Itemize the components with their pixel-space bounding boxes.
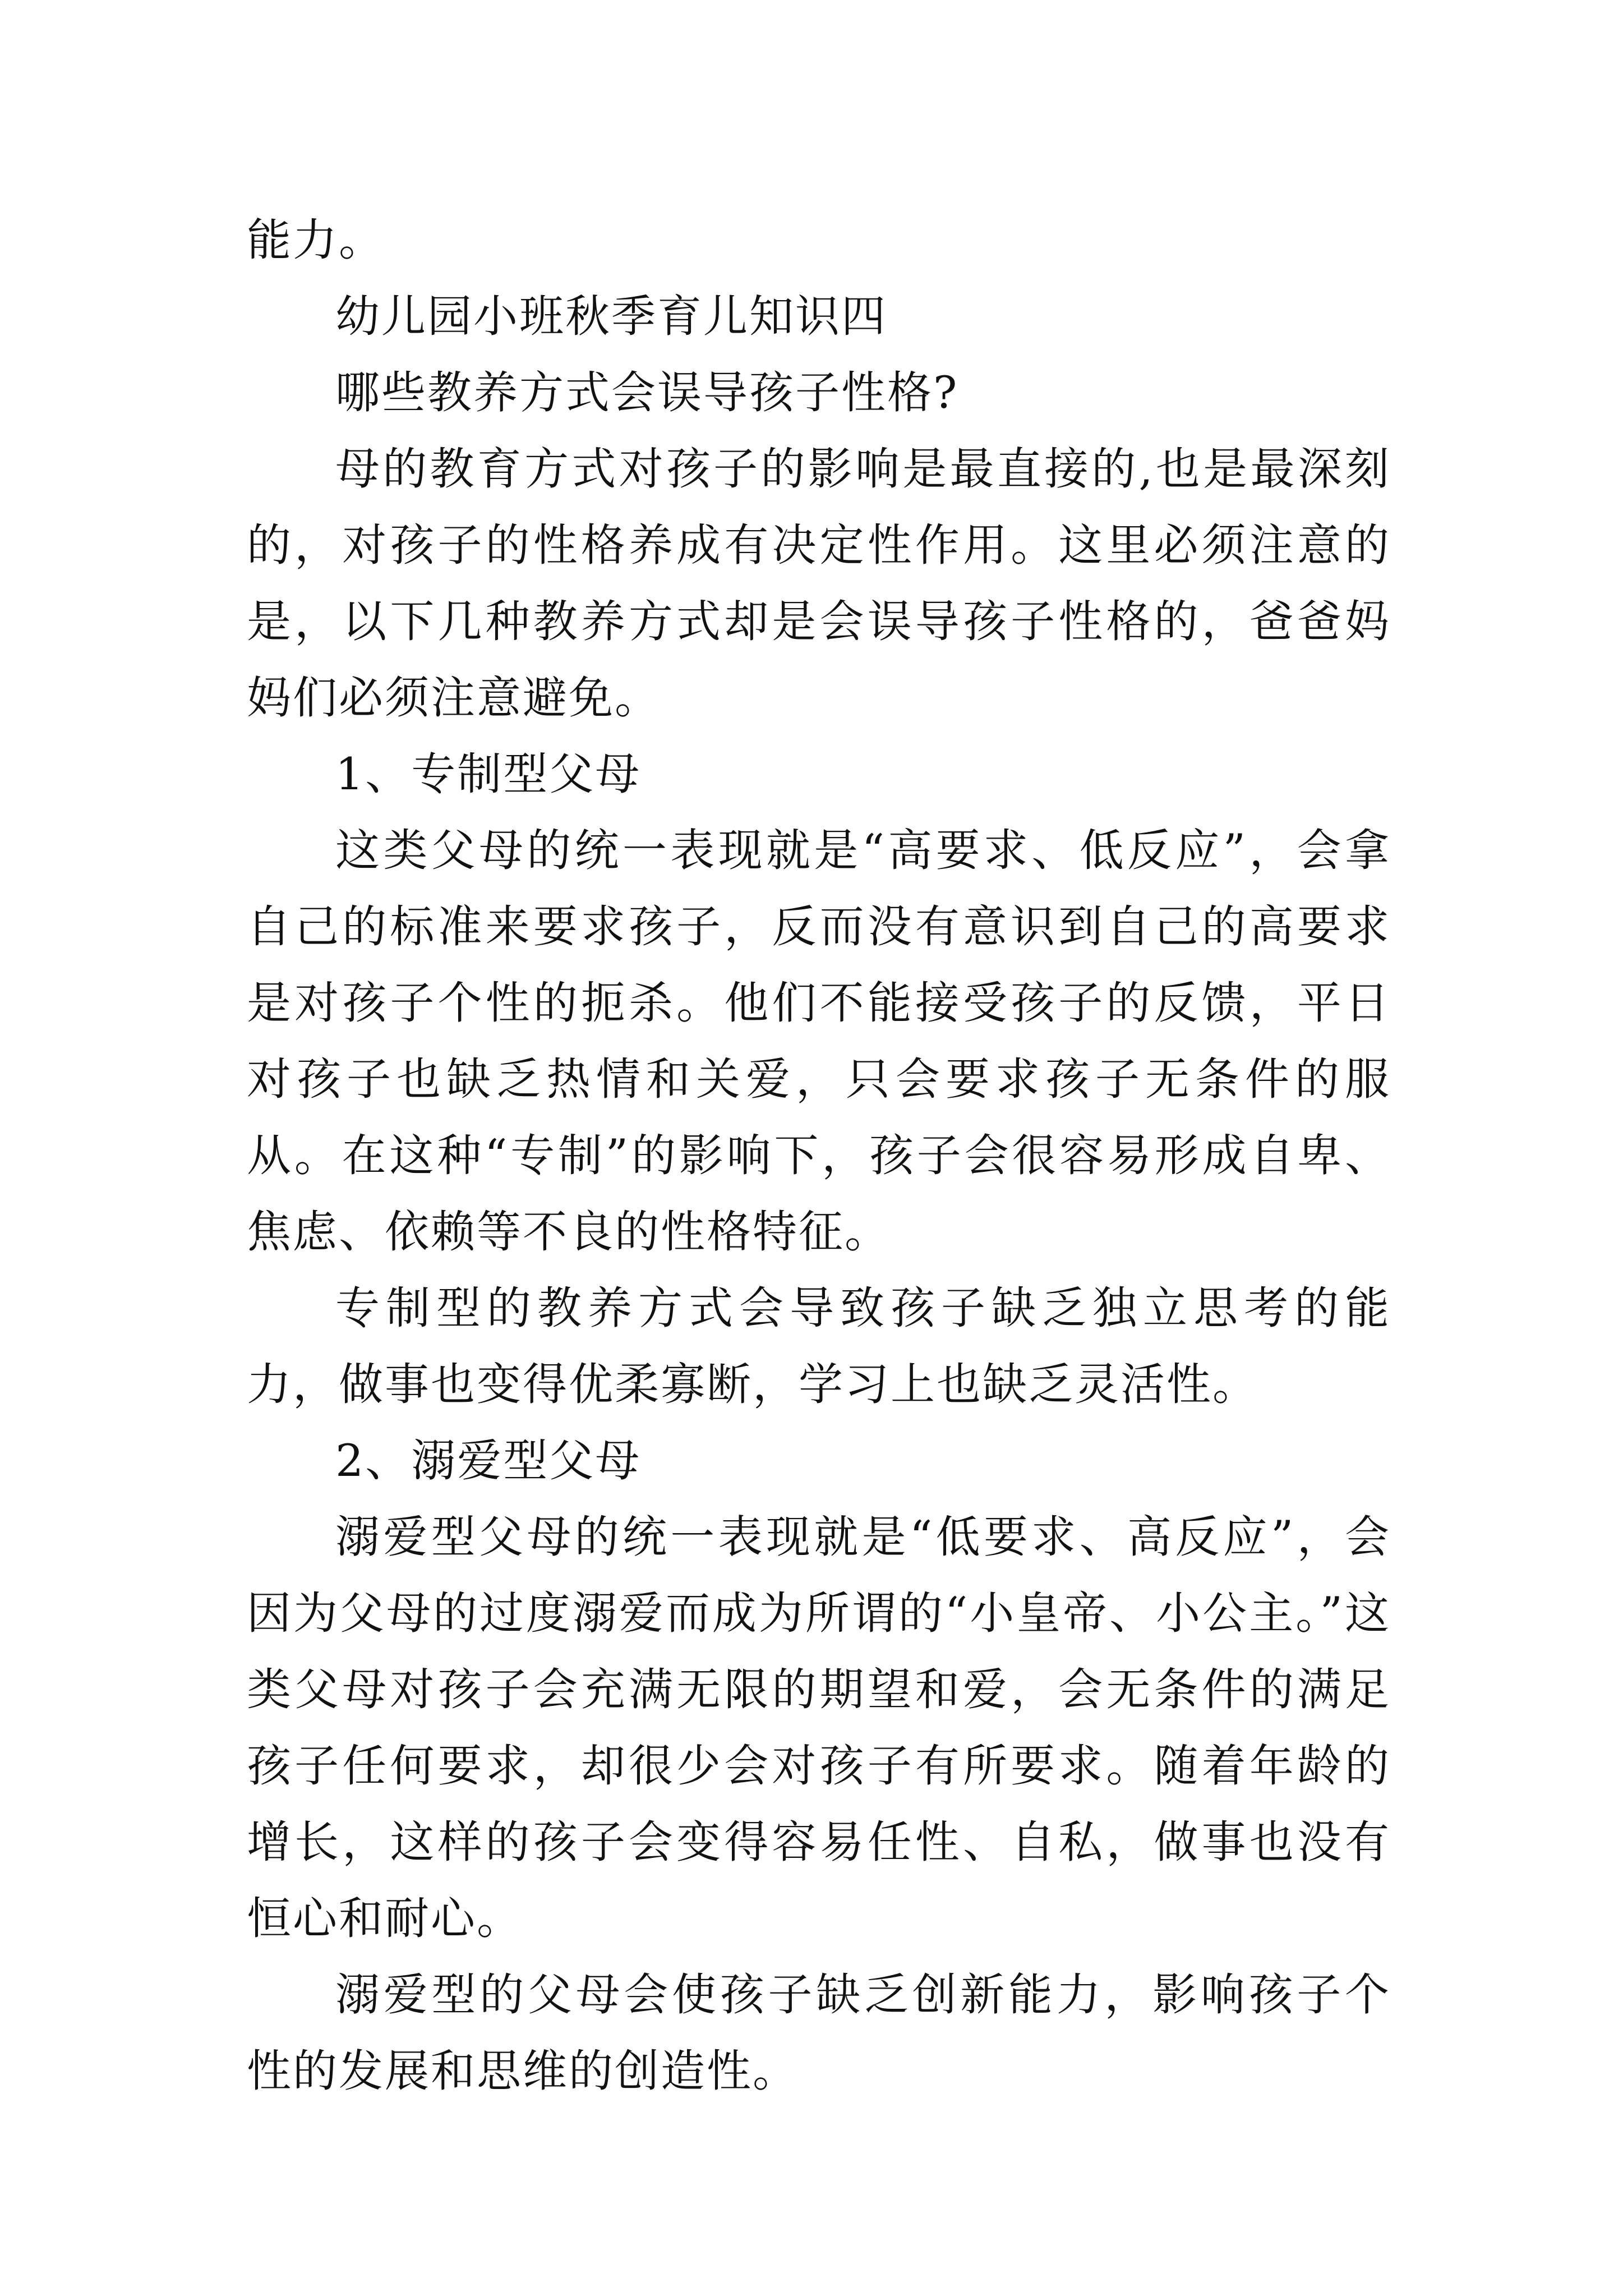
paragraph-authoritarian-effects: 专制型的教养方式会导致孩子缺乏独立思考的能力，做事也变得优柔寡断，学习上也缺乏灵活性。: [247, 1282, 1391, 1410]
paragraph-indulgent-effects: 溺爱型的父母会使孩子缺乏创新能力，影响孩子个性的发展和思维的创造性。: [247, 1969, 1391, 2097]
paragraph-indulgent-description: 溺爱型父母的统一表现就是“低要求、高反应”，会因为父母的过度溺爱而成为所谓的“小皇帝、小公主。”这类父母对孩子会充满无限的期望和爱，会无条件的满足孩子任何要求，却很少会对孩子有所要求。随着年龄的增长，这样的孩子会变得容易任性、自私，做事也没有恒心和耐心。: [247, 1511, 1391, 1944]
paragraph-authoritarian-description: 这类父母的统一表现就是“高要求、低反应”，会拿自己的标准来要求孩子，反而没有意识到自己的高要求是对孩子个性的扼杀。他们不能接受孩子的反馈，平日对孩子也缺乏热情和关爱，只会要求孩子无条件的服从。在这种“专制”的影响下，孩子会很容易形成自卑、焦虑、依赖等不良的性格特征。: [247, 825, 1391, 1258]
heading-authoritarian-parents: 1、专制型父母: [335, 748, 642, 800]
section-title: 幼儿园小班秋季育儿知识四: [335, 291, 887, 342]
heading-indulgent-parents: 2、溺爱型父母: [335, 1435, 642, 1487]
paragraph-continuation: 能力。: [247, 214, 385, 266]
article-title: 哪些教养方式会误导孩子性格?: [335, 367, 959, 418]
document-body: [247, 202, 1391, 2109]
paragraph-intro: 母的教育方式对孩子的影响是最直接的,也是最深刻的，对孩子的性格养成有决定性作用。这里必须注意的是，以下几种教养方式却是会误导孩子性格的，爸爸妈妈们必须注意避免。: [247, 443, 1391, 724]
